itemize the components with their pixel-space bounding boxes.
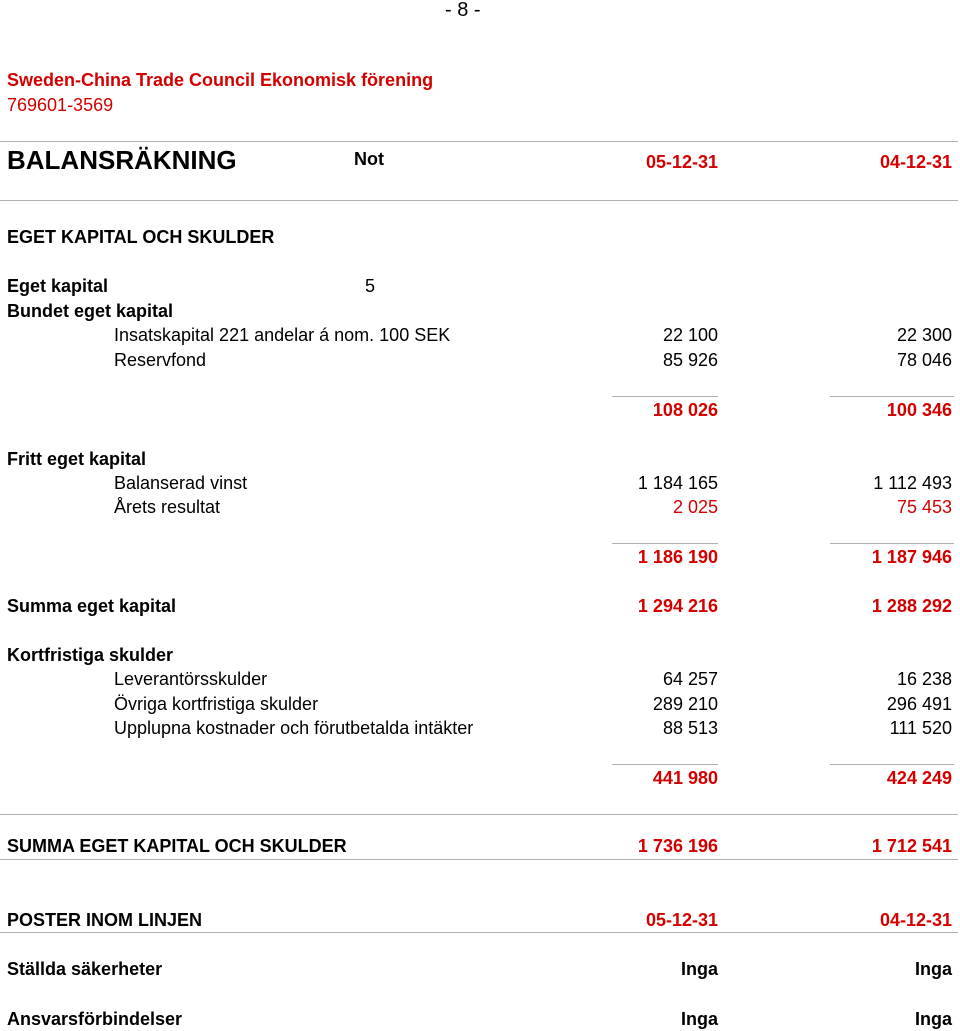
column-header-previous-year: 04-12-31	[879, 152, 952, 172]
grand-total-previous: 1 712 541	[871, 836, 952, 856]
row-value-contingent-liabilities-current: Inga	[680, 1009, 718, 1029]
column-header-current-year: 05-12-31	[645, 152, 718, 172]
row-label-accounts-payable: Leverantörsskulder	[114, 669, 268, 689]
total-equity-previous: 1 288 292	[871, 596, 952, 616]
subtotal-rule	[612, 543, 718, 544]
row-value-retained-earnings-previous: 1 112 493	[873, 473, 952, 493]
free-equity-sum-current: 1 186 190	[637, 547, 718, 567]
row-value-pledged-assets-current: Inga	[680, 959, 718, 979]
row-label-accrued-expenses: Upplupna kostnader och förutbetalda intäkter	[114, 718, 474, 738]
equity-note-ref: 5	[365, 276, 376, 296]
row-value-share-capital-current: 22 100	[662, 325, 718, 345]
row-value-other-liabilities-current: 289 210	[652, 694, 718, 714]
off-balance-rule	[0, 932, 958, 933]
grand-total-bottom-rule	[0, 859, 958, 860]
row-label-annual-result: Årets resultat	[114, 497, 221, 517]
off-balance-title: POSTER INOM LINJEN	[7, 910, 203, 930]
short-term-sum-previous: 424 249	[886, 768, 952, 788]
restricted-equity-sum-previous: 100 346	[886, 400, 952, 420]
subtotal-rule	[612, 396, 718, 397]
row-label-reserve-fund: Reservfond	[114, 350, 207, 370]
row-label-pledged-assets: Ställda säkerheter	[7, 959, 163, 979]
row-value-share-capital-previous: 22 300	[896, 325, 952, 345]
subtotal-rule	[830, 396, 954, 397]
organization-number: 769601-3569	[7, 95, 114, 115]
subtotal-rule	[830, 543, 954, 544]
row-value-annual-result-previous: 75 453	[896, 497, 952, 517]
equity-heading: Eget kapital	[7, 276, 109, 296]
header-bottom-rule	[0, 200, 958, 201]
row-label-share-capital: Insatskapital 221 andelar á nom. 100 SEK	[114, 325, 451, 345]
row-value-accrued-expenses-current: 88 513	[662, 718, 718, 738]
grand-total-top-rule	[0, 814, 958, 815]
total-equity-current: 1 294 216	[637, 596, 718, 616]
off-balance-header-previous: 04-12-31	[879, 910, 952, 930]
row-value-accounts-payable-current: 64 257	[662, 669, 718, 689]
header-top-rule	[0, 141, 958, 142]
row-value-reserve-fund-current: 85 926	[662, 350, 718, 370]
row-value-other-liabilities-previous: 296 491	[886, 694, 952, 714]
free-equity-heading: Fritt eget kapital	[7, 449, 147, 469]
restricted-equity-heading: Bundet eget kapital	[7, 301, 174, 321]
short-term-sum-current: 441 980	[652, 768, 718, 788]
row-value-accounts-payable-previous: 16 238	[896, 669, 952, 689]
free-equity-sum-previous: 1 187 946	[871, 547, 952, 567]
off-balance-header-current: 05-12-31	[645, 910, 718, 930]
total-equity-label: Summa eget kapital	[7, 596, 177, 616]
organization-name: Sweden-China Trade Council Ekonomisk förening	[7, 70, 434, 90]
section-title: EGET KAPITAL OCH SKULDER	[7, 227, 275, 247]
row-value-retained-earnings-current: 1 184 165	[637, 473, 718, 493]
subtotal-rule	[612, 764, 718, 765]
grand-total-label: SUMMA EGET KAPITAL OCH SKULDER	[7, 836, 347, 856]
page-number: - 8 -	[445, 0, 481, 21]
row-label-other-liabilities: Övriga kortfristiga skulder	[114, 694, 319, 714]
grand-total-current: 1 736 196	[637, 836, 718, 856]
restricted-equity-sum-current: 108 026	[652, 400, 718, 420]
row-value-accrued-expenses-previous: 111 520	[889, 718, 952, 738]
row-value-reserve-fund-previous: 78 046	[896, 350, 952, 370]
row-value-annual-result-current: 2 025	[672, 497, 718, 517]
row-label-contingent-liabilities: Ansvarsförbindelser	[7, 1009, 183, 1029]
row-value-pledged-assets-previous: Inga	[914, 959, 952, 979]
note-column-header: Not	[354, 149, 384, 169]
statement-title: BALANSRÄKNING	[7, 145, 237, 175]
row-value-contingent-liabilities-previous: Inga	[914, 1009, 952, 1029]
short-term-liabilities-heading: Kortfristiga skulder	[7, 645, 174, 665]
subtotal-rule	[830, 764, 954, 765]
row-label-retained-earnings: Balanserad vinst	[114, 473, 248, 493]
